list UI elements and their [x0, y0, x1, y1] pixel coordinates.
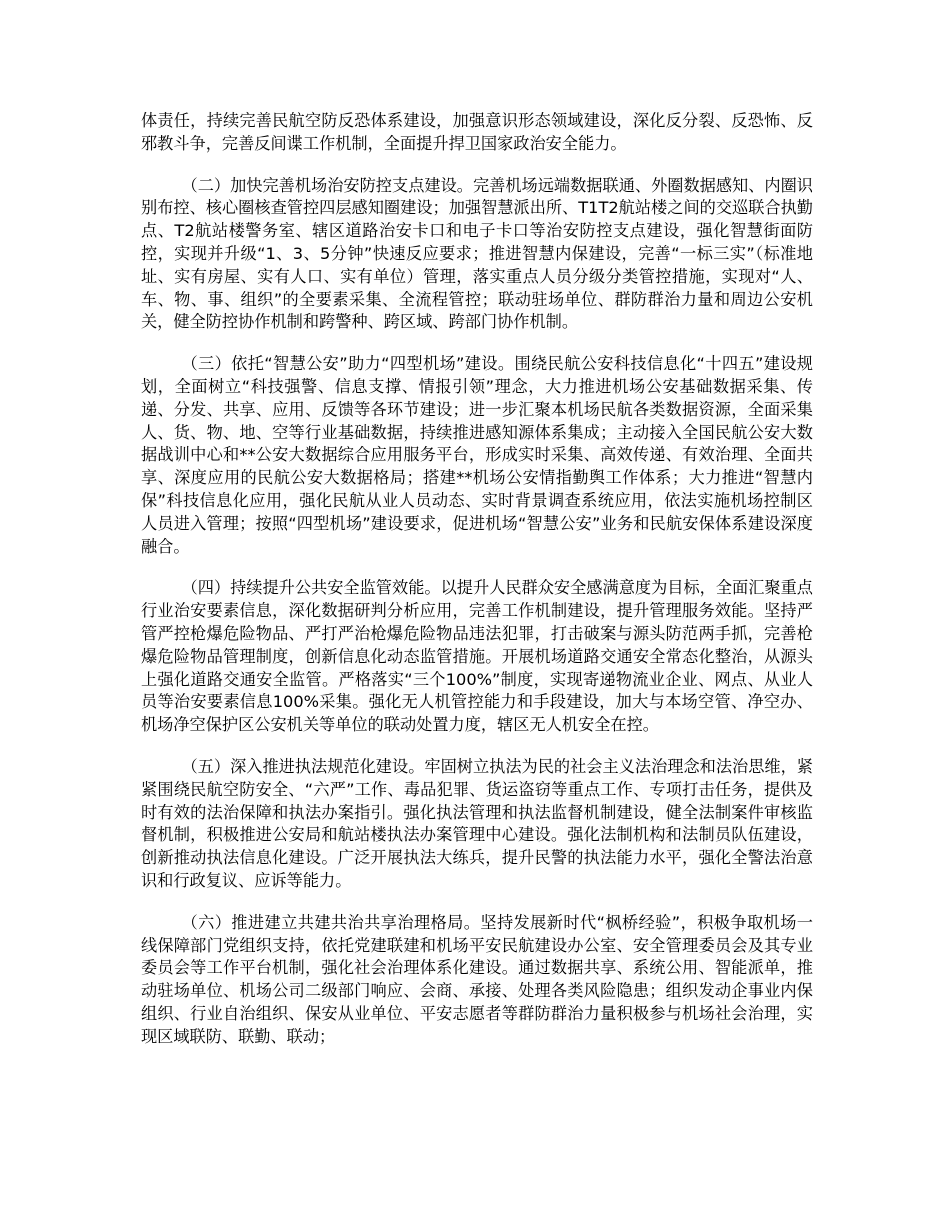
- paragraph-continuation: 体责任，持续完善民航空防反恐体系建设，加强意识形态领域建设，深化反分裂、反恐怖、反邪教斗争，完善反间谍工作机制，全面提升捍卫国家政治安全能力。: [141, 111, 813, 153]
- paragraph-5-law-enforcement: （五）深入推进执法规范化建设。牢固树立执法为民的社会主义法治理念和法治思维，紧紧围绕民航空防安全、“六严”工作、毒品犯罪、货运盗窃等重点工作、专项打击任务，提供及时有效的法治保障和执法办案指引。强化执法管理和执法监督机制建设，健全法制案件审核监督机制，积极推进公安局和航站楼执法办案管理中心建设。强化法制机构和法制员队伍建设，创新推动执法信息化建设。广泛开展执法大练兵，提升民警的执法能力水平，强化全警法治意识和行政复议、应诉等能力。: [141, 756, 813, 890]
- paragraph-3-smart-police: （三）依托“智慧公安”助力“四型机场”建设。围绕民航公安科技信息化“十四五”建设规划，全面树立“科技强警、信息支撑、情报引领”理念，大力推进机场公安基础数据采集、传递、分发、共享、应用、反馈等各环节建设；进一步汇聚本机场民航各类数据资源，全面采集人、货、物、地、空等行业基础数据，持续推进感知源体系集成；主动接入全国民航公安大数据战训中心和**公安大数据综合应用服务平台，形成实时采集、高效传递、有效治理、全面共享、深度应用的民航公安大数据格局；搭建**机场公安情指勤舆工作体系；大力推进“智慧内保”科技信息化应用，强化民航从业人员动态、实时背景调查系统应用，依法实施机场控制区人员进入管理；按照“四型机场”建设要求，促进机场“智慧公安”业务和民航安保体系建设深度融合。: [141, 354, 813, 556]
- document-body: [141, 110, 813, 1067]
- paragraph-4-public-safety: （四）持续提升公共安全监管效能。以提升人民群众安全感满意度为目标，全面汇聚重点行业治安要素信息，深化数据研判分析应用，完善工作机制建设，提升管理服务效能。坚持严管严控枪爆危险物品、严打严治枪爆危险物品违法犯罪，打击破案与源头防范两手抓，完善枪爆危险物品管理制度，创新信息化动态监管措施。开展机场道路交通安全常态化整治，从源头上强化道路交通安全监管。严格落实“三个100%”制度，实现寄递物流业企业、网点、从业人员等治安要素信息100%采集。强化无人机管控能力和手段建设，加大与本场空管、净空办、机场净空保护区公安机关等单位的联动处置力度，辖区无人机安全在控。: [141, 578, 813, 735]
- paragraph-2-security-points: （二）加快完善机场治安防控支点建设。完善机场远端数据联通、外圈数据感知、内圈识别布控、核心圈核查管控四层感知圈建设；加强智慧派出所、T1T2航站楼之间的交巡联合执勤点、T2航站楼警务室、辖区道路治安卡口和电子卡口等治安防控支点建设，强化智慧街面防控，实现并升级“1、3、5分钟”快速反应要求；推进智慧内保建设，完善“一标三实”（标准地址、实有房屋、实有人口、实有单位）管理，落实重点人员分级分类管控措施，实现对“人、车、物、事、组织”的全要素采集、全流程管控；联动驻场单位、群防群治力量和周边公安机关，健全防控协作机制和跨警种、跨区域、跨部门协作机制。: [141, 175, 813, 332]
- paragraph-6-co-governance: （六）推进建立共建共治共享治理格局。坚持发展新时代“枫桥经验”，积极争取机场一线保障部门党组织支持，依托党建联建和机场平安民航建设办公室、安全管理委员会及其专业委员会等工作平台机制，强化社会治理体系化建设。通过数据共享、系统公用、智能派单，推动驻场单位、机场公司二级部门响应、会商、承接、处理各类风险隐患；组织发动企事业内保组织、行业自治组织、保安从业单位、平安志愿者等群防群治力量积极参与机场社会治理，实现区域联防、联勤、联动；: [141, 912, 813, 1046]
